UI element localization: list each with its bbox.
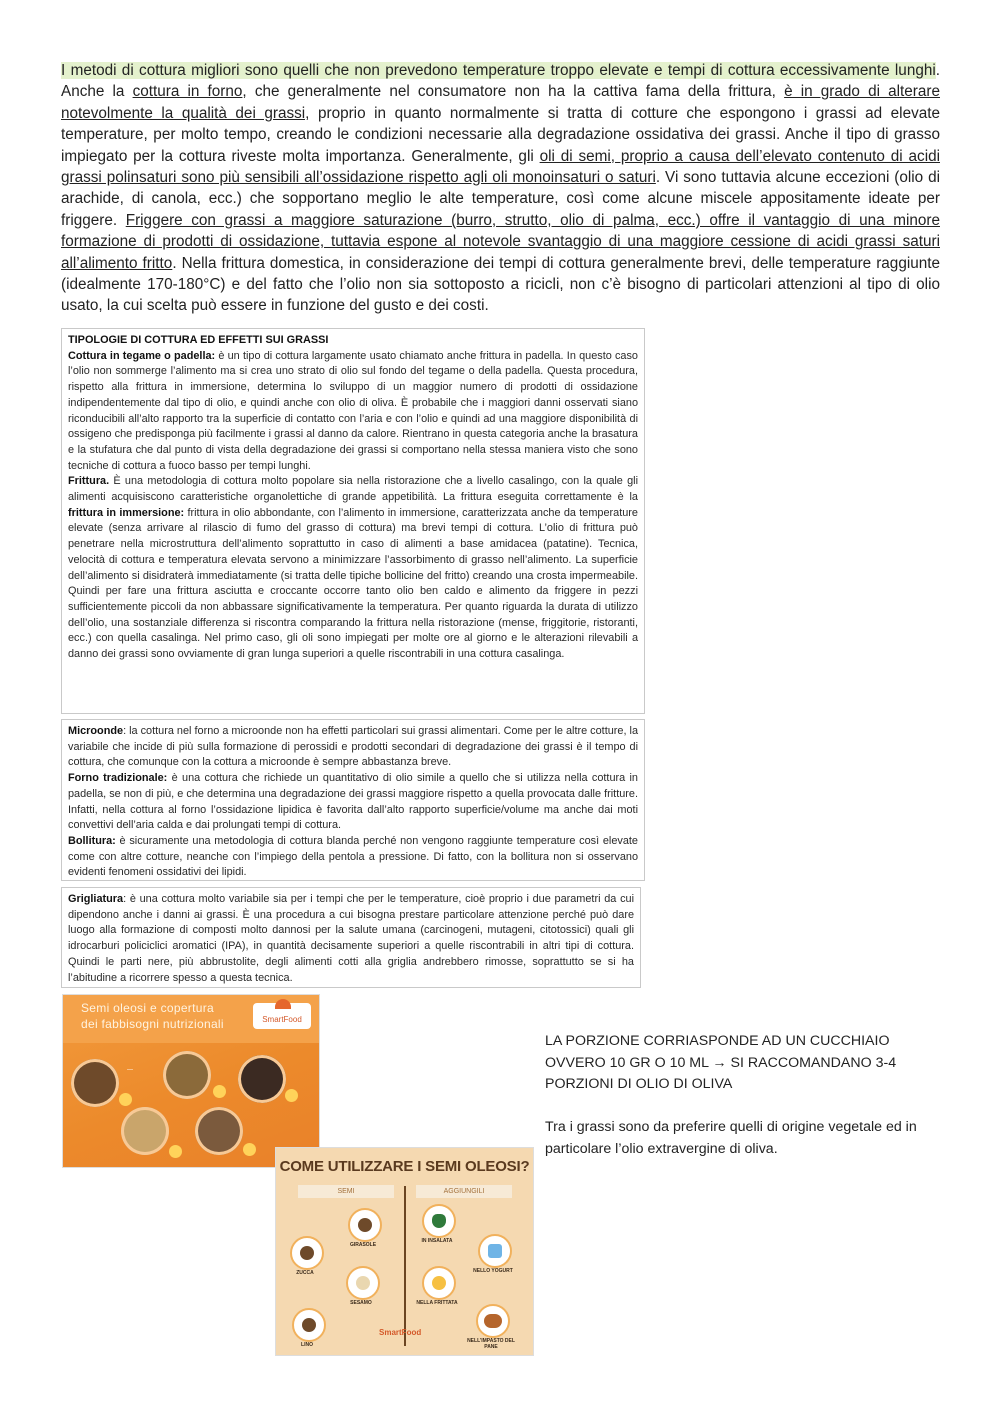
tegame-text: è un tipo di cottura largamente usato chiamato anche frittura in padella. In questo caso l’olio non sommerge l’alimento ma si crea uno strato di olio sul fondo del tegame o della padella. Questa procedura, rispetto alla frittura in immersione, determina lo sviluppo di un maggior numero di prodotti di ossidazione indipendentemente dal tipo di olio, e quindi anche con olio di oliva. È probabile che i maggiori danni osservati siano riconducibili all’alto rapporto tra la superficie di contatto con l’aria e con l’olio e quindi ad una maggiore disponibilità di ossigeno che predisponga più facilmente i grassi al danno da calore. Rientrano in questa categoria anche la brasatura e la stufatura che dal punto di vista della degradazione dei grassi si comportano nella stessa maniera visto che sono tecniche di cottura a fuoco basso per tempi lunghi. <box>68 349 638 472</box>
frittura-label: Frittura. <box>68 475 110 488</box>
omelette-icon <box>422 1266 456 1300</box>
salad-icon <box>422 1204 456 1238</box>
cooking-types-box <box>61 328 645 714</box>
seed-image <box>163 1051 211 1099</box>
intro-paragraph <box>61 60 940 317</box>
intro-text: . Nella frittura domestica, in considerazione dei tempi di cottura generalmente brevi, delle temperature raggiunte (idealmente 170-180°C) e del fatto che l’olio non sia sottoposto a ricicli, non c’è bisogno di particolari attenzioni al tipo di olio usato, la cui scelta può essere in funzione del gusto e dei costi. <box>61 254 940 315</box>
use-label: IN INSALATA <box>421 1238 453 1244</box>
frittura-text: frittura in olio abbondante, con l’alimento in immersione, caratterizzata anche da temperature elevate (senza arrivare al rilascio di fumo del grasso di cottura) ma brevi tempi di cottura. L’olio di frittura può penetrare nella microstruttura dell’alimento soprattutto in caso di alimenti a base amidacea (patatine). Tecnica, velocità di cottura e temperatura elevata servono a minimizzare l’assorbimento di grasso nell’alimento. La superficie dell’alimento si disidraterà immediatamente (si tratta delle tipiche bollicine del fritto) creando una crosta impermeabile. Quindi per fare una frittura asciutta e croccante occorre tanto olio ben caldo e alimento da friggere in pezzi sufficientemente piccoli da non abbassare significativamente la temperatura. Per quanto riguarda la durata di utilizzo dell’olio, una sostanziale differenza si riscontra comparando la frittura nella ristorazione (mense, friggitorie, ristoranti, ecc.) con quella casalinga. Nel primo caso, gli oli sono impiegati per molte ore al giorno e le alterazioni rilevabili a danno dei grassi sono ovviamente di gran lunga superiori a quelle riscontrabili in una cottura casalinga. <box>68 506 638 661</box>
column-header-seeds: SEMI <box>298 1185 394 1198</box>
forno-label: Forno tradizionale: <box>68 772 168 785</box>
seed-image <box>238 1055 286 1103</box>
seed-label: GIRASOLE <box>349 1242 377 1248</box>
smartfood-logo-icon <box>275 999 291 1009</box>
frittura-bold: frittura in immersione: <box>68 506 185 519</box>
flax-seed-icon <box>292 1308 326 1342</box>
seeds-usage-infographic <box>275 1147 534 1356</box>
intro-highlight: I metodi di cottura migliori sono quelli che non prevedono temperature troppo elevate e tempi di cottura eccessivamente lunghi <box>61 62 936 79</box>
grigliatura-text: : è una cottura molto variabile sia per i tempi che per le temperature, cioè proprio i due parametri da cui dipendono anche i danni ai grassi. È una procedura a cui bisogna prestare particolare attenzione perché può dare luogo alla formazione di composti molto dannosi per la salute umana (carcinogeni, mutageni, citotossici) quali gli idrocarburi policiclici aromatici (IPA), in quantità decisamente superiori a quelle riscontrabili in altri tipi di cottura. Quindi le parti nere, più abbrustolite, degli alimenti cotti alla griglia andrebbero rimosse, soprattutto se si ha l’abitudine a ricorrere spesso a questa tecnica. <box>68 893 634 984</box>
frittura-text: È una metodologia di cottura molto popolare sia nella ristorazione che a livello casalingo, con la quale gli alimenti acquisiscono caratteristiche organolettiche di grande appetibilità. La frittura eseguita correttamente è la <box>68 475 638 504</box>
intro-text: , che generalmente nel consumatore non ha la cattiva fama della frittura, <box>242 83 785 101</box>
sun-badge-icon <box>119 1093 132 1106</box>
seed-image <box>195 1107 243 1155</box>
infographic-title-1: Semi oleosi e copertura <box>81 1001 214 1015</box>
frittura-paragraph <box>68 475 638 660</box>
smartfood-logo: SmartFood <box>379 1328 422 1337</box>
box-title: TIPOLOGIE DI COTTURA ED EFFETTI SUI GRASSI <box>68 334 329 346</box>
bread-icon <box>476 1304 510 1338</box>
intro-underline: è in grado di alterare notevolmente la qualità dei grassi, <box>61 83 940 122</box>
smartfood-logo: SmartFood <box>253 1003 311 1029</box>
tegame-paragraph <box>68 350 638 472</box>
intro-text: . Anche la <box>61 62 940 101</box>
cooking-types-box-2 <box>61 719 645 881</box>
micro-text: : la cottura nel forno a microonde non ha effetti particolari sui grassi alimentari. Come per le altre cotture, la variabile che incide di più sulla formazione di perossidi e prodotti secondari di degradazione dei grassi è il tempo di cottura, che comunque con la cottura a microonde è sempre abbastanza breve. <box>68 725 639 769</box>
column-divider <box>404 1186 406 1346</box>
oil-seeds-infographic <box>62 994 320 1168</box>
bollitura-text: è sicuramente una metodologia di cottura blanda perché non vengono raggiunte temperature così elevate come con altre cotture, neanche con l’impiego della pentola a pressione. Di fatto, con la bollitura non si osservano evidenti fenomeni ossidativi dei lipidi. <box>68 834 638 879</box>
seed-caption: — <box>127 1067 133 1073</box>
portion-note: LA PORZIONE CORRIASPONDE AD UN CUCCHIAIO OVVERO 10 GR O 10 ML → SI RACCOMANDANO 3-4 PORZIONI DI OLIO DI OLIVA <box>545 1033 897 1093</box>
sun-badge-icon <box>213 1085 226 1098</box>
seed-image <box>71 1059 119 1107</box>
sunflower-seed-icon <box>348 1208 382 1242</box>
use-label: NELLO YOGURT <box>473 1268 513 1274</box>
sun-badge-icon <box>285 1089 298 1102</box>
sun-badge-icon <box>169 1145 182 1158</box>
use-label: NELL’IMPASTO DEL PANE <box>467 1338 515 1350</box>
intro-text: . Vi sono tuttavia alcune eccezioni (olio di arachide, di canola, ecc.) che sopportano meglio le alte temperature, così come alcune miscele appositamente ideate per friggere. <box>61 169 940 229</box>
fat-advice: Tra i grassi sono da preferire quelli di origine vegetale ed in particolare l’olio extravergine di oliva. <box>545 1119 917 1157</box>
seed-label: LINO <box>301 1342 313 1348</box>
seed-label: SESAMO <box>350 1300 372 1306</box>
cooking-types-box-3 <box>61 887 641 988</box>
intro-underline: Friggere con grassi a maggiore saturazione (burro, strutto, olio di palma, ecc.) offre il vantaggio di una minore formazione di prodotti di ossidazione, tuttavia espone al notevole svantaggio di una maggiore cessione di acidi grassi saturi all’alimento fritto <box>61 211 940 272</box>
seed-label: ZUCCA <box>296 1270 314 1276</box>
bollitura-label: Bollitura: <box>68 834 116 847</box>
infographic-title-2: dei fabbisogni nutrizionali <box>81 1017 224 1031</box>
use-label: NELLA FRITTATA <box>416 1300 458 1306</box>
pumpkin-seed-icon <box>290 1236 324 1270</box>
forno-text: è una cottura che richiede un quantitativo di olio simile a quello che si utilizza nella cottura in padella, se non di più, e che determina una degradazione dei grassi maggiore rispetto a quella provocata dalle fritture. Infatti, nella cottura al forno l’ossidazione lipidica è favorita dall’alto rapporto superficie/volume ma anche dai moti convettivi dell’aria calda e dai prolungati tempi di cottura. <box>68 772 638 832</box>
sesame-seed-icon <box>346 1266 380 1300</box>
column-header-uses: AGGIUNGILI <box>416 1185 512 1198</box>
tegame-label: Cottura in tegame o padella: <box>68 349 216 362</box>
infographic-title: COME UTILIZZARE I SEMI OLEOSI? <box>279 1158 530 1175</box>
micro-label: Microonde <box>68 725 124 737</box>
yogurt-icon <box>478 1234 512 1268</box>
intro-text: proprio in quanto normalmente si tratta di cotture che espongono i grassi ad elevate temperature, per molto tempo, creando le condizioni necessarie alla degradazione ossidativa dei grassi. Anche il tipo di grasso impiegato per la cottura riveste molta importanza. Generalmente, gli <box>61 104 940 165</box>
intro-underline: oli di semi, proprio a causa dell’elevato contenuto di acidi grassi polinsaturi sono più sensibili all’ossidazione rispetto agli oli monoinsaturi o saturi <box>61 147 940 187</box>
sun-badge-icon <box>243 1143 256 1156</box>
grigliatura-label: Grigliatura <box>68 893 124 905</box>
seed-image <box>121 1107 169 1155</box>
intro-underline: cottura in forno <box>132 83 243 101</box>
